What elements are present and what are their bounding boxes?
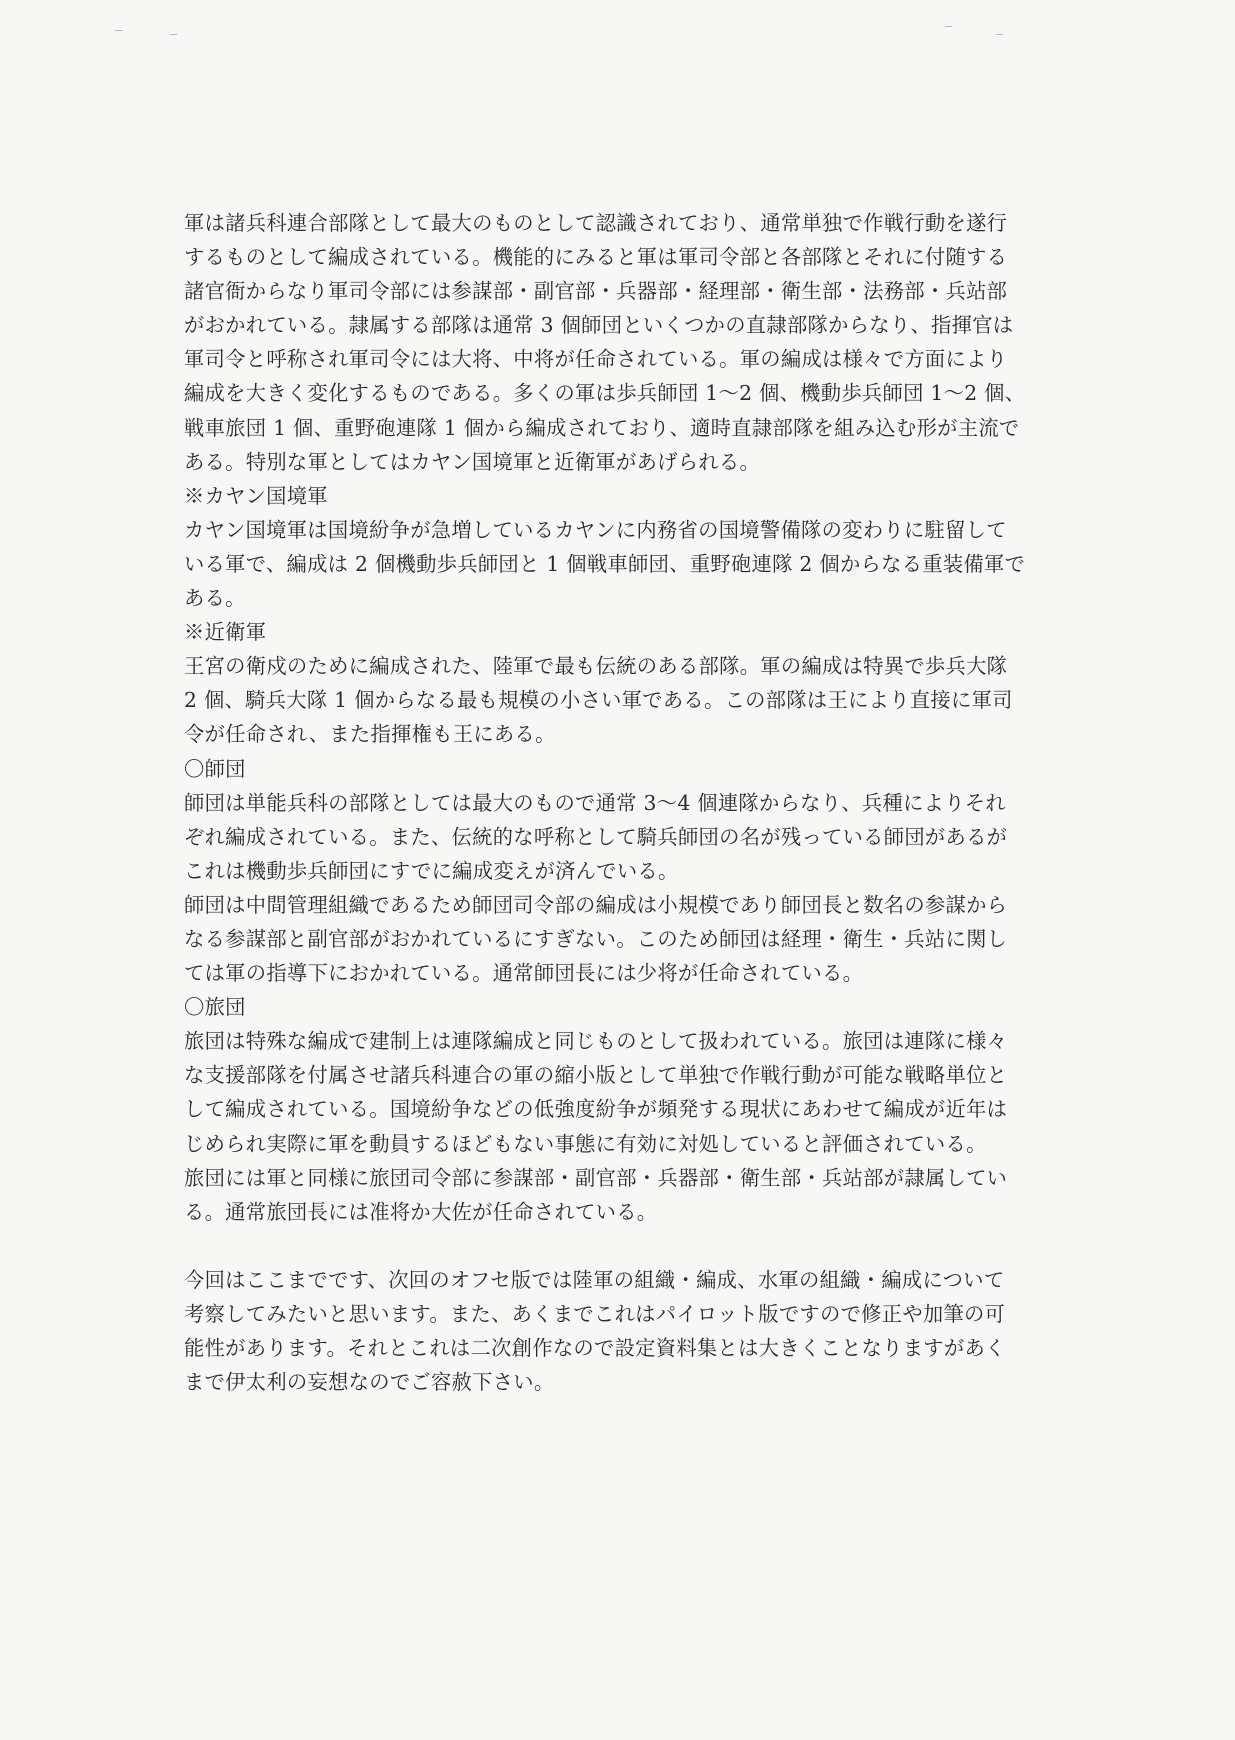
text-line: ぞれ編成されている。また、伝統的な呼称として騎兵師団の名が残っている師団があるが xyxy=(184,824,1008,849)
scan-mark xyxy=(170,34,177,35)
scan-mark xyxy=(996,34,1003,35)
text-line: 編成を大きく変化するものである。多くの軍は歩兵師団 1〜2 個、機動歩兵師団 1〜2 個、 xyxy=(184,381,1026,406)
text-line: 戦車旅団 1 個、重野砲連隊 1 個から編成されており、適時直隷部隊を組み込む形が主流で xyxy=(184,415,1020,440)
section-heading-brigade: 〇旅団 xyxy=(184,995,246,1020)
text-line: 軍司令と呼称され軍司令には大将、中将が任命されている。軍の編成は様々で方面により xyxy=(184,347,1008,372)
text-line: なる参謀部と副官部がおかれているにすぎない。このため師団は経理・衛生・兵站に関し xyxy=(184,926,1008,951)
text-line: る。通常旅団長には准将か大佐が任命されている。 xyxy=(184,1199,658,1224)
paragraph-spacer xyxy=(184,1229,1074,1263)
text-line: して編成されている。国境紛争などの低強度紛争が頻発する現状にあわせて編成が近年は xyxy=(184,1097,1008,1122)
text-line: カヤン国境軍は国境紛争が急増しているカヤンに内務省の国境警備隊の変わりに駐留して xyxy=(184,517,1007,542)
text-line: いる軍で、編成は 2 個機動歩兵師団と 1 個戦車師団、重野砲連隊 2 個からなる重装備軍で xyxy=(184,551,1026,576)
text-line: ある。特別な軍としてはカヤン国境軍と近衛軍があげられる。 xyxy=(184,449,761,474)
scan-mark xyxy=(945,26,952,27)
text-line: これは機動歩兵師団にすでに編成変えが済んでいる。 xyxy=(184,858,679,883)
text-line: 2 個、騎兵大隊 1 個からなる最も規模の小さい軍である。この部隊は王により直接に軍司 xyxy=(184,688,1013,713)
section-heading-imperial-guard: ※近衛軍 xyxy=(184,620,267,645)
scan-mark xyxy=(115,30,123,31)
text-line: 軍は諸兵科連合部隊として最大のものとして認識されており、通常単独で作戦行動を遂行 xyxy=(184,211,1008,235)
text-line: 王宮の衛戍のために編成された、陸軍で最も伝統のある部隊。軍の編成は特異で歩兵大隊 xyxy=(184,654,1008,679)
text-line: 師団は中間管理組織であるため師団司令部の編成は小規模であり師団長と数名の参謀から xyxy=(184,892,1008,917)
text-line: 諸官衙からなり軍司令部には参謀部・副官部・兵器部・経理部・衛生部・法務部・兵站部 xyxy=(184,279,1008,304)
text-line: 旅団は特殊な編成で建制上は連隊編成と同じものとして扱われている。旅団は連隊に様々 xyxy=(184,1029,1008,1054)
text-line: 令が任命され、また指揮権も王にある。 xyxy=(184,722,556,747)
closing-note-line: 能性があります。それとこれは二次創作なので設定資料集とは大きくことなりますがあく xyxy=(184,1336,1006,1361)
text-line: 旅団には軍と同様に旅団司令部に参謀部・副官部・兵器部・衛生部・兵站部が隷属してい xyxy=(184,1165,1008,1190)
closing-note-line: まで伊太利の妄想なのでご容赦下さい。 xyxy=(184,1370,555,1395)
text-line: じめられ実際に軍を動員するほどもない事態に有効に対処していると評価されている。 xyxy=(184,1131,987,1156)
document-body xyxy=(184,206,1074,1399)
closing-note-line: 考察してみたいと思います。また、あくまでこれはパイロット版ですので修正や加筆の可 xyxy=(184,1302,1006,1326)
text-line: ては軍の指導下におかれている。通常師団長には少将が任命されている。 xyxy=(184,961,864,986)
text-line: するものとして編成されている。機能的にみると軍は軍司令部と各部隊とそれに付随する xyxy=(184,245,1008,270)
section-heading-kayan-border-army: ※カヤン国境軍 xyxy=(184,483,328,508)
text-line: 師団は単能兵科の部隊としては最大のもので通常 3〜4 個連隊からなり、兵種によりそれ xyxy=(184,790,1006,815)
text-line: な支援部隊を付属させ諸兵科連合の軍の縮小版として単独で作戦行動が可能な戦略単位と xyxy=(184,1063,1008,1088)
closing-note-line: 今回はここまでです、次回のオフセ版では陸軍の組織・編成、水軍の組織・編成について xyxy=(184,1267,1005,1292)
section-heading-division: 〇師団 xyxy=(184,756,246,781)
text-line: がおかれている。隷属する部隊は通常 3 個師団といくつかの直隷部隊からなり、指揮官は xyxy=(184,313,1014,338)
text-line: ある。 xyxy=(184,586,246,611)
